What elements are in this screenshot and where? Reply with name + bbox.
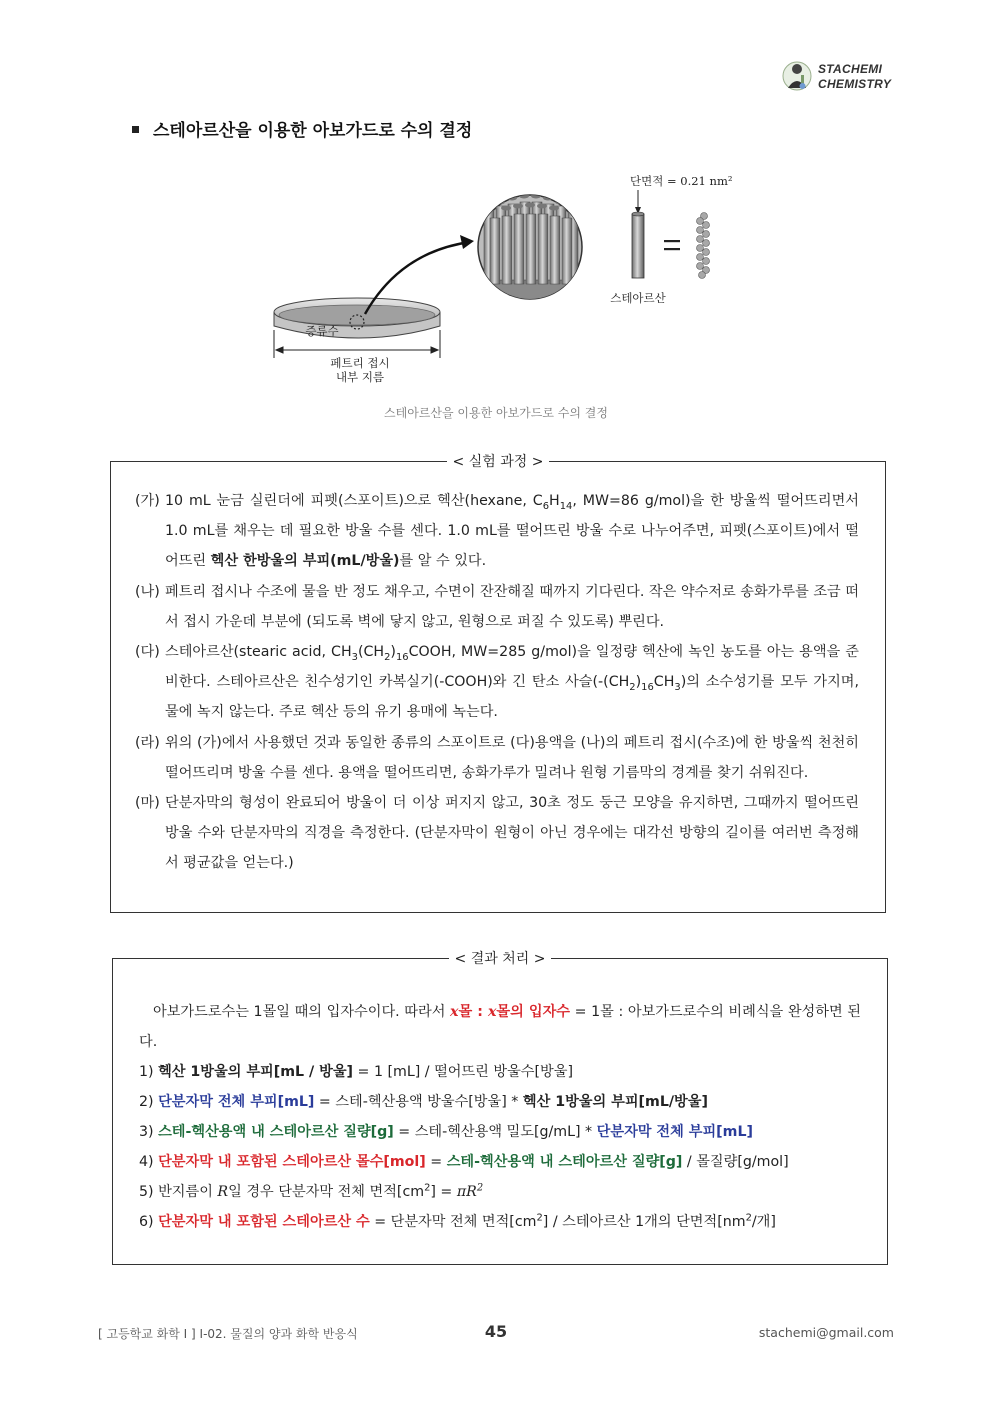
section-title: [132, 116, 472, 141]
step-na: (나) 페트리 접시나 수조에 물을 반 정도 채우고, 수면이 잔잔해질 때까지 기다린다. 작은 약수저로 송화가루를 조금 떠서 접시 가운데 부분에 (되도록 벽에 닿지 않고, 원형으로 퍼질 수 있도록) 뿌린다.: [135, 583, 859, 630]
section-title-text: 스테아르산을 이용한 아보가드로 수의 결정: [153, 121, 473, 141]
footer-email: stachemi@gmail.com: [758, 1325, 894, 1340]
step-ma: (마) 단분자막의 형성이 완료되어 방울이 더 이상 퍼지지 않고, 30초 정도 둥근 모양을 유지하면, 그때까지 떨어뜨린 방울 수와 단분자막의 직경을 측정한다. (단분자막이 원형이 아닌 경우에는 대각선 방향의 길이를 여러번 측정해서 평균값을 얻는다.): [135, 795, 859, 872]
result-item-2: 2) 단분자막 전체 부피[mL] = 스테-헥산용액 방울수[방울] * 헥산 1방울의 부피[mL/방울]: [139, 1094, 708, 1110]
dish-label-line2: 내부 지름: [335, 370, 385, 384]
monolayer-diagram: [260, 162, 733, 392]
dish-label-line1: 페트리 접시: [330, 356, 390, 370]
result-item-5: 5) 반지름이 R일 경우 단분자막 전체 면적$[cm^2] = \pi R^2$: [139, 1182, 484, 1200]
square-bullet-icon: [132, 126, 139, 133]
results-title: < 결과 처리 >: [449, 951, 552, 967]
step-ga: (가) 10 mL 눈금 실린더에 피펫(스포이트)으로 헥산(hexane, $C_6H_{14}$, MW=86 g/mol)을 한 방울씩 떨어뜨리면서 1.0 mL를 채우는 데 필요한 방울 수를 센다. 1.0 mL를 떨어뜨린 방울 수로 나누어주면, 피펫(스포이트)에서 떨어뜨린 헥산 한방울의 부피(mL/방울)를 알 수 있다.: [135, 493, 859, 570]
result-item-4: 4) 단분자막 내 포함된 스테아르산 몰수[mol] = 스테-헥산용액 내 스테아르산 질량[g] / 몰질량[g/mol]: [139, 1154, 789, 1170]
equals-icon: [664, 240, 680, 250]
results-box: [112, 951, 888, 1265]
step-da: (다) 스테아르산(stearic acid, $CH_3(CH_2)_{16}COOH$, MW=285 g/mol)을 일정량 헥산에 녹인 농도를 아는 용액을 준비한다. 스테아르산은 친수성기인 카복실기(-COOH)와 긴 탄소 사슬$(-(CH_2)_{16}CH_3)$의 소수성기를 모두 가지며, 물에 녹지 않는다. 주로 헥산 등의 유기 용매에 녹는다.: [135, 644, 859, 721]
single-molecule-cylinder-icon: [632, 190, 644, 278]
footer-course: [ 고등학교 화학 I ] I-02. 물질의 양과 화학 반응식: [98, 1327, 358, 1341]
step-ra: (라) 위의 (가)에서 사용했던 것과 동일한 종류의 스포이트로 (다)용액을 (나)의 페트리 접시(수조)에 한 방울씩 천천히 떨어뜨리며 방울 수를 센다. 용액을 떨어뜨리면, 송화가루가 밀려나 원형 기름막의 경계를 찾기 쉬워진다.: [135, 734, 859, 781]
result-item-6: 6) 단분자막 내 포함된 스테아르산 수 = 단분자막 전체 면적$[cm^2]$ / 스테아르산 1개의 단면적[$nm^2/$개]: [139, 1212, 776, 1230]
distilled-water-label: 증류수: [305, 324, 339, 338]
logo-line2: CHEMISTRY: [818, 77, 892, 91]
logo-line1: STACHEMI: [818, 62, 883, 76]
cross-section-area-label: 단면적 = 0.21 nm²: [630, 174, 733, 188]
brand-logo: [782, 58, 902, 98]
page-number: 45: [484, 1322, 508, 1341]
procedure-title: < 실험 과정 >: [447, 454, 550, 470]
result-item-3: 3) 스테-헥산용액 내 스테아르산 질량[g] = 스테-헥산용액 밀도[g/mL] * 단분자막 전체 부피[mL]: [139, 1124, 753, 1140]
result-item-1: 1) 헥산 1방울의 부피[mL / 방울] = 1 [mL] / 떨어뜨린 방울수[방울]: [139, 1064, 573, 1080]
experiment-figure: [260, 162, 733, 392]
procedure-box: [110, 454, 886, 913]
petri-dish-icon: [274, 298, 440, 338]
stearic-acid-molecule-icon: [697, 213, 710, 279]
stearic-acid-label: 스테아르산: [610, 291, 666, 305]
magnified-monolayer-icon: [478, 194, 582, 305]
figure-caption: 스테아르산을 이용한 아보가드로 수의 결정: [384, 406, 608, 420]
scientist-logo-icon: [782, 58, 812, 94]
results-intro: 아보가드로수는 1몰일 때의 입자수이다. 따라서 x몰 : x몰의 입자수 = 1몰 : 아보가드로수의 비례식을 완성하면 된다.: [139, 1004, 861, 1050]
